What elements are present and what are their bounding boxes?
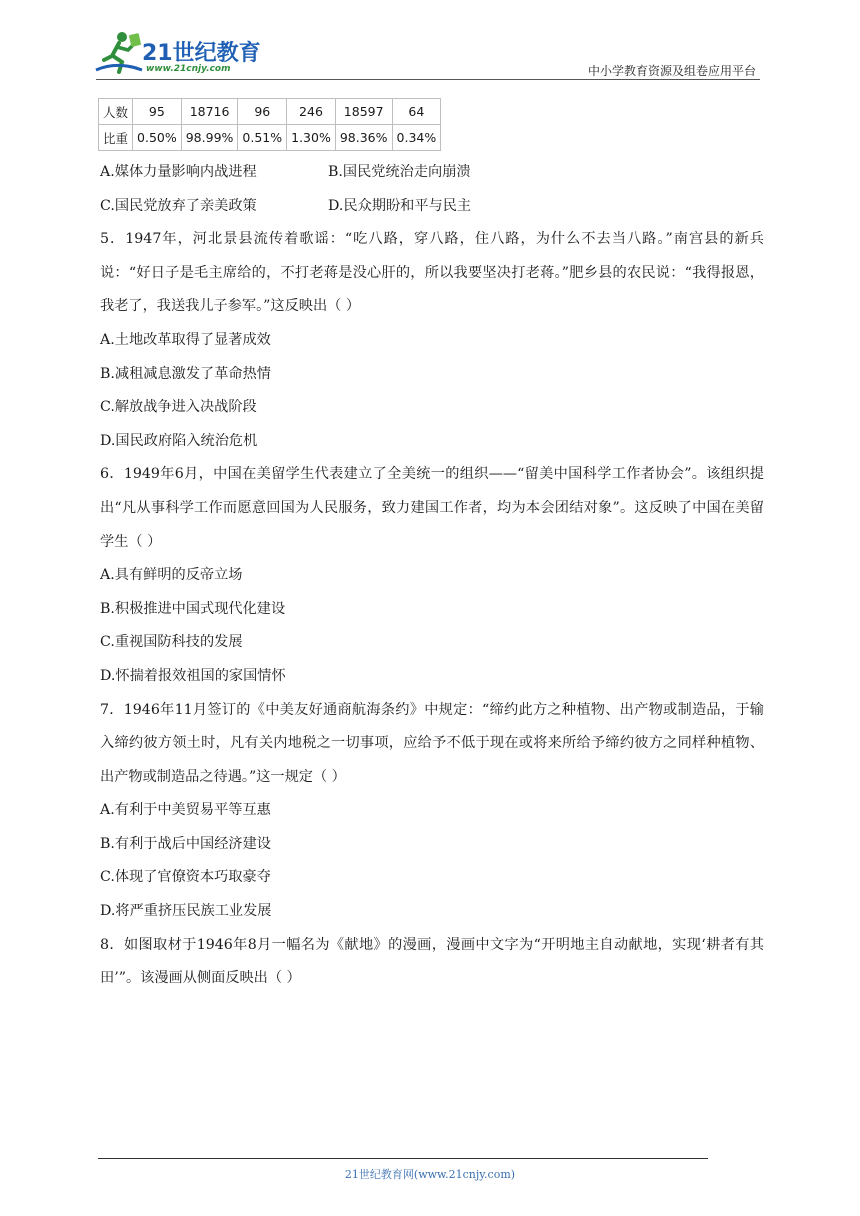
q7-option-c[interactable]: C.体现了官僚资本巧取豪夺: [100, 869, 271, 886]
q4-options-row-2: [100, 190, 764, 224]
table-cell: 96: [238, 99, 287, 125]
table-cell: 1.30%: [287, 125, 336, 151]
table-cell: 18597: [335, 99, 392, 125]
stats-table: [98, 98, 441, 151]
q5-stem: 5．1947年，河北景县流传着歌谣：“吃八路，穿八路，住八路，为什么不去当八路。”南宫县的新兵说：“好日子是毛主席给的，不打老蒋是没心肝的，所以我要坚决打老蒋。”肥乡县的农民说：“我得报恩，我老了，我送我儿子参军。”这反映出（ ）: [100, 231, 764, 315]
q5-option-a[interactable]: A.土地改革取得了显著成效: [100, 331, 271, 348]
table-cell: 18716: [181, 99, 238, 125]
footer-link[interactable]: 21世纪教育网(www.21cnjy.com): [344, 1168, 516, 1181]
q6-option-c[interactable]: C.重视国防科技的发展: [100, 634, 243, 651]
table-cell: 95: [133, 99, 182, 125]
runner-logo-icon: [92, 30, 144, 76]
platform-title: 中小学教育资源及组卷应用平台: [587, 64, 756, 78]
q5-option-b[interactable]: B.减租减息激发了革命热情: [100, 365, 271, 382]
table-cell: 0.50%: [133, 125, 182, 151]
table-cell: 64: [392, 99, 441, 125]
q6-stem: 6．1949年6月，中国在美留学生代表建立了全美统一的组织——“留美中国科学工作者协会”。该组织提出“凡从事科学工作而愿意回国为人民服务，致力建国工作者，均为本会团结对象”。这反映了中国在美留学生（ ）: [100, 466, 764, 550]
q5-option-c[interactable]: C.解放战争进入决战阶段: [100, 399, 257, 416]
q8-stem: 8．如图取材于1946年8月一幅名为《献地》的漫画，漫画中文字为“开明地主自动献地，实现‘耕者有其田’”。该漫画从侧面反映出（ ）: [100, 936, 764, 987]
q7-option-d[interactable]: D.将严重挤压民族工业发展: [100, 903, 272, 920]
row-label: 人数: [99, 99, 133, 125]
footer-divider: [98, 1158, 708, 1159]
q7-option-b[interactable]: B.有利于战后中国经济建设: [100, 835, 271, 852]
q6-option-a[interactable]: A.具有鲜明的反帝立场: [100, 567, 243, 584]
table-row: [99, 99, 441, 125]
table-cell: 98.99%: [181, 125, 238, 151]
q4-option-c[interactable]: C.国民党放弃了亲美政策: [100, 197, 257, 214]
q6-option-d[interactable]: D.怀揣着报效祖国的家国情怀: [100, 667, 286, 684]
site-logo[interactable]: [92, 30, 262, 78]
q6-option-b[interactable]: B.积极推进中国式现代化建设: [100, 600, 286, 617]
table-row: [99, 125, 441, 151]
table-cell: 98.36%: [335, 125, 392, 151]
header-divider: [96, 79, 760, 80]
q4-options-row-1: [100, 156, 764, 190]
q7-stem: 7．1946年11月签订的《中美友好通商航海条约》中规定：“缔约此方之种植物、出产物或制造品，于输入缔约彼方领土时，凡有关内地税之一切事项，应给予不低于现在或将来所给予缔约彼方之同样种植物、出产物或制造品之待遇。”这一规定（ ）: [100, 701, 764, 785]
q4-option-d[interactable]: D.民众期盼和平与民主: [328, 197, 472, 214]
q4-option-a[interactable]: A.媒体力量影响内战进程: [100, 164, 257, 180]
question-content: [100, 156, 764, 996]
logo-url-text: www.21cnjy.com: [146, 64, 231, 74]
q5-option-d[interactable]: D.国民政府陷入统治危机: [100, 432, 258, 449]
row-label: 比重: [99, 125, 133, 151]
table-cell: 0.34%: [392, 125, 441, 151]
logo-brand-text: 21世纪教育: [142, 41, 261, 66]
q4-option-b[interactable]: B.国民党统治走向崩溃: [328, 164, 471, 180]
page-header: [0, 0, 860, 82]
table-cell: 0.51%: [238, 125, 287, 151]
table-cell: 246: [287, 99, 336, 125]
q7-option-a[interactable]: A.有利于中美贸易平等互惠: [100, 802, 271, 819]
